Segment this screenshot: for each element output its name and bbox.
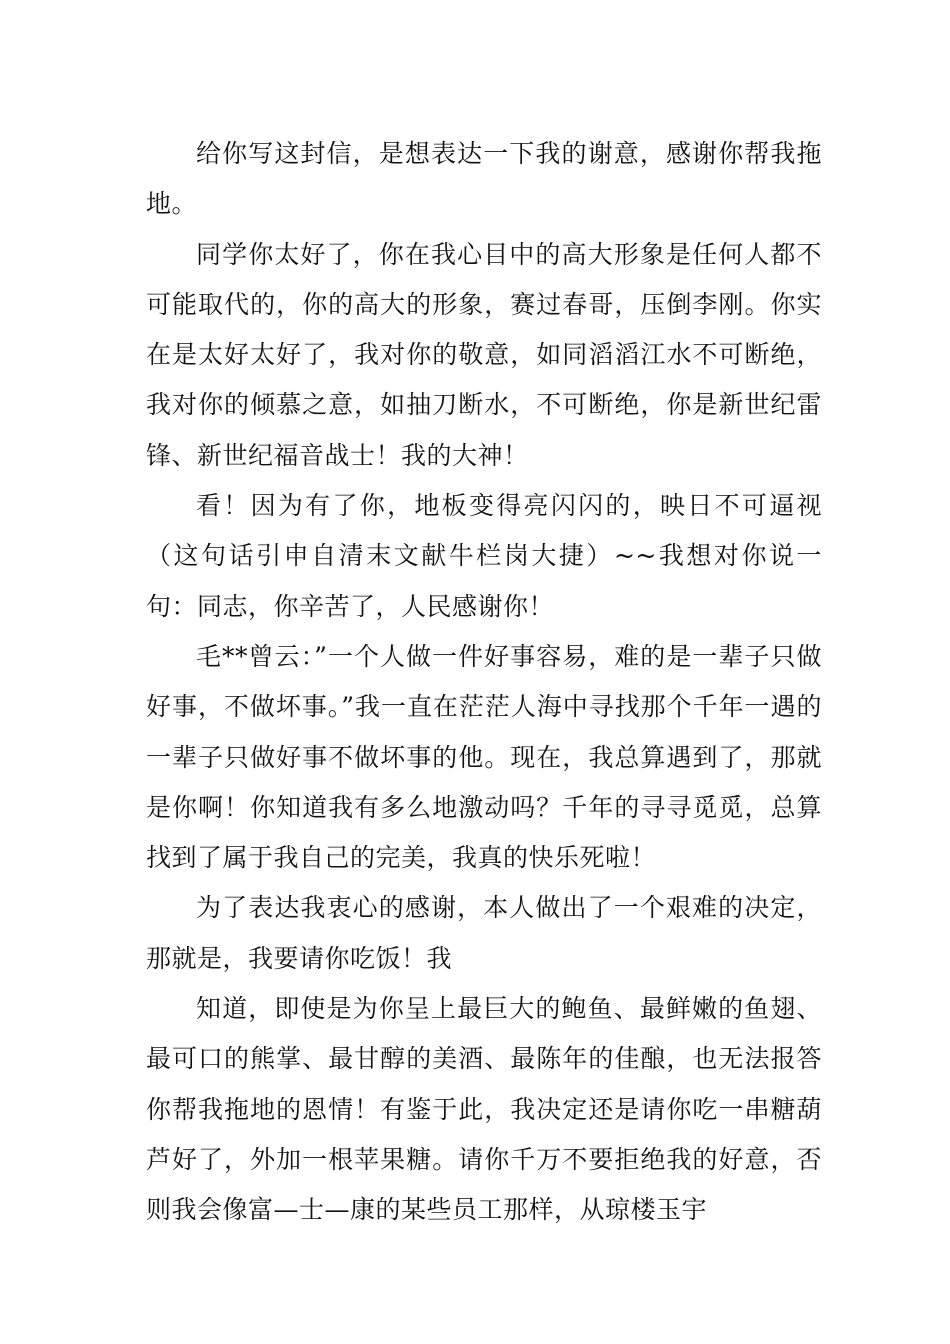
letter-body xyxy=(146,129,822,1236)
paragraph-4: 毛**曾云：”一个人做一件好事容易，难的是一辈子只做好事，不做坏事。”我一直在茫茫人海中寻找那个千年一遇的一辈子只做好事不做坏事的他。现在，我总算遇到了，那就是你啊！你知道我有多么地激动吗？千年的寻寻觅觅，总算找到了属于我自己的完美，我真的快乐死啦！ xyxy=(146,641,822,873)
paragraph-2: 同学你太好了，你在我心目中的高大形象是任何人都不可能取代的，你的高大的形象，赛过春哥，压倒李刚。你实在是太好太好了，我对你的敬意，如同滔滔江水不可断绝，我对你的倾慕之意，如抽刀断水，不可断绝，你是新世纪雷锋、新世纪福音战士！我的大神！ xyxy=(146,239,822,470)
paragraph-3: 看！因为有了你，地板变得亮闪闪的，映日不可逼视（这句话引申自清末文献牛栏岗大捷）~~我想对你说一句：同志，你辛苦了，人民感谢你！ xyxy=(146,491,822,621)
paragraph-6: 知道，即使是为你呈上最巨大的鲍鱼、最鲜嫩的鱼翅、最可口的熊掌、最甘醇的美酒、最陈年的佳酿，也无法报答你帮我拖地的恩情！有鉴于此，我决定还是请你吃一串糖葫芦好了，外加一根苹果糖。请你千万不要拒绝我的好意，否则我会像富—士—康的某些员工那样，从琼楼玉宇 xyxy=(146,994,822,1225)
paragraph-1: 给你写这封信，是想表达一下我的谢意，感谢你帮我拖地。 xyxy=(146,139,822,219)
paragraph-5: 为了表达我衷心的感谢，本人做出了一个艰难的决定，那就是，我要请你吃饭！我 xyxy=(146,893,822,973)
